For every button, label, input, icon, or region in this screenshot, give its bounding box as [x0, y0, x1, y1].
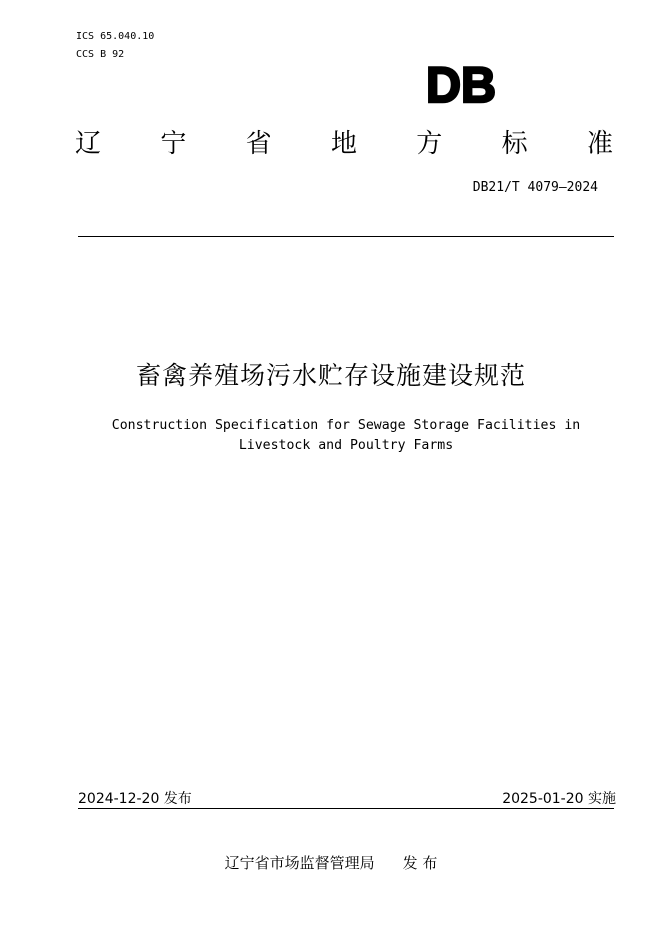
standard-number: DB21/T 4079—2024	[472, 180, 598, 195]
issue-date: 2024-12-20 发布	[78, 791, 192, 807]
publish-action: 发 布	[402, 854, 438, 872]
issuing-authority-title	[70, 126, 618, 162]
effective-date: 2025-01-20 实施	[502, 791, 616, 807]
title-char: 准	[586, 129, 613, 159]
title-char: 辽	[74, 129, 101, 159]
title-char: 宁	[160, 129, 187, 159]
bottom-divider	[78, 808, 614, 809]
title-char: 地	[330, 129, 357, 159]
title-char: 标	[501, 129, 528, 159]
ccs-code: B 92	[100, 49, 125, 60]
db-logo-text: DB	[426, 58, 496, 108]
top-divider	[78, 236, 614, 237]
db-logo	[425, 58, 497, 108]
document-title-english: Construction Specification for Sewage Storage Facilities in Livestock and Poultry Farms	[111, 418, 581, 453]
title-char: 省	[245, 129, 272, 159]
document-title-chinese: 畜禽养殖场污水贮存设施建设规范	[135, 361, 526, 390]
ics-label: ICS	[76, 31, 95, 42]
ics-classification	[76, 31, 154, 42]
title-char: 方	[416, 129, 443, 159]
ccs-classification	[76, 49, 124, 60]
ics-code: 65.040.10	[100, 31, 155, 42]
publisher-name: 辽宁省市场监督管理局	[224, 854, 375, 872]
ccs-label: CCS	[76, 49, 95, 60]
publisher-line	[0, 852, 662, 873]
